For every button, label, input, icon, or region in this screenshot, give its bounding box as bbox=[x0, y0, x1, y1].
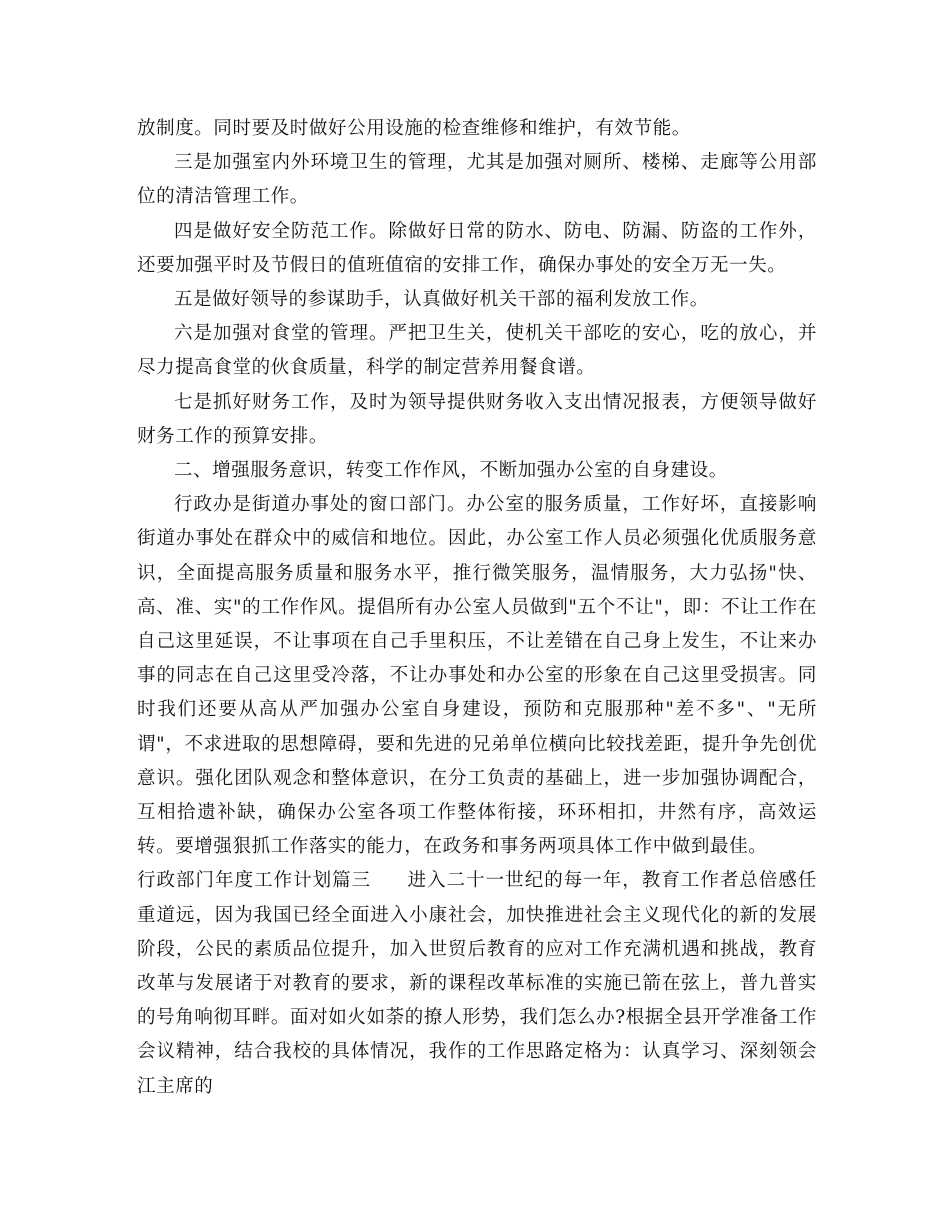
paragraph-item-three: 三是加强室内外环境卫生的管理，尤其是加强对厕所、楼梯、走廊等公用部位的清洁管理工作。 bbox=[137, 152, 817, 208]
paragraph-item-five: 五是做好领导的参谋助手，认真做好机关干部的福利发放工作。 bbox=[174, 289, 709, 311]
paragraph-item-four: 四是做好安全防范工作。除做好日常的防水、防电、防漏、防盗的工作外，还要加强平时及节假日的值班值宿的安排工作，确保办事处的安全万无一失。 bbox=[137, 220, 817, 276]
paragraph-item-six: 六是加强对食堂的管理。严把卫生关，使机关干部吃的安心，吃的放心，并尽力提高食堂的伙食质量，科学的制定营养用餐食谱。 bbox=[137, 323, 817, 379]
paragraph-continuation: 放制度。同时要及时做好公用设施的检查维修和维护，有效节能。 bbox=[137, 118, 691, 139]
paragraph-item-seven: 七是抓好财务工作，及时为领导提供财务收入支出情况报表，方便领导做好财务工作的预算安排。 bbox=[137, 391, 817, 447]
paragraph-section-two-heading: 二、增强服务意识，转变工作作风，不断加强办公室的自身建设。 bbox=[174, 460, 728, 482]
section-heading: 行政部门年度工作计划篇三 bbox=[137, 870, 372, 892]
section-body: 进入二十一世纪的每一年，教育工作者总倍感任重道远，因为我国已经全面进入小康社会，加快推进社会主义现代化的新的发展阶段，公民的素质品位提升，加入世贸后教育的应对工作充满机遇和挑战，教育改革与发展诸于对教育的要求，新的课程改革标准的实施已箭在弦上，普九普实的号角响彻耳畔。面对如火如荼的撩人形势，我们怎么办?根据全县开学准备工作会议精神，结合我校的具体情况，我作的工作思路定格为：认真学习、深刻领会江主席的 bbox=[137, 870, 817, 1097]
document-body bbox=[137, 112, 817, 1104]
paragraph-part-three bbox=[137, 864, 817, 1103]
paragraph-service-awareness: 行政办是街道办事处的窗口部门。办公室的服务质量，工作好坏，直接影响街道办事处在群众中的威信和地位。因此，办公室工作人员必须强化优质服务意识，全面提高服务质量和服务水平，推行微笑服务，温情服务，大力弘扬"快、高、准、实"的工作作风。提倡所有办公室人员做到"五个不让"，即：不让工作在自己这里延误，不让事项在自己手里积压，不让差错在自己身上发生，不让来办事的同志在自己这里受冷落，不让办事处和办公室的形象在自己这里受损害。同时我们还要从高从严加强办公室自身建设，预防和克服那种"差不多"、"无所谓"，不求进取的思想障碍，要和先进的兄弟单位横向比较找差距，提升争先创优意识。强化团队观念和整体意识，在分工负责的基础上，进一步加强协调配合，互相拾遗补缺，确保办公室各项工作整体衔接，环环相扣，井然有序，高效运转。要增强狠抓工作落实的能力，在政务和事务两项具体工作中做到最佳。 bbox=[137, 494, 817, 858]
